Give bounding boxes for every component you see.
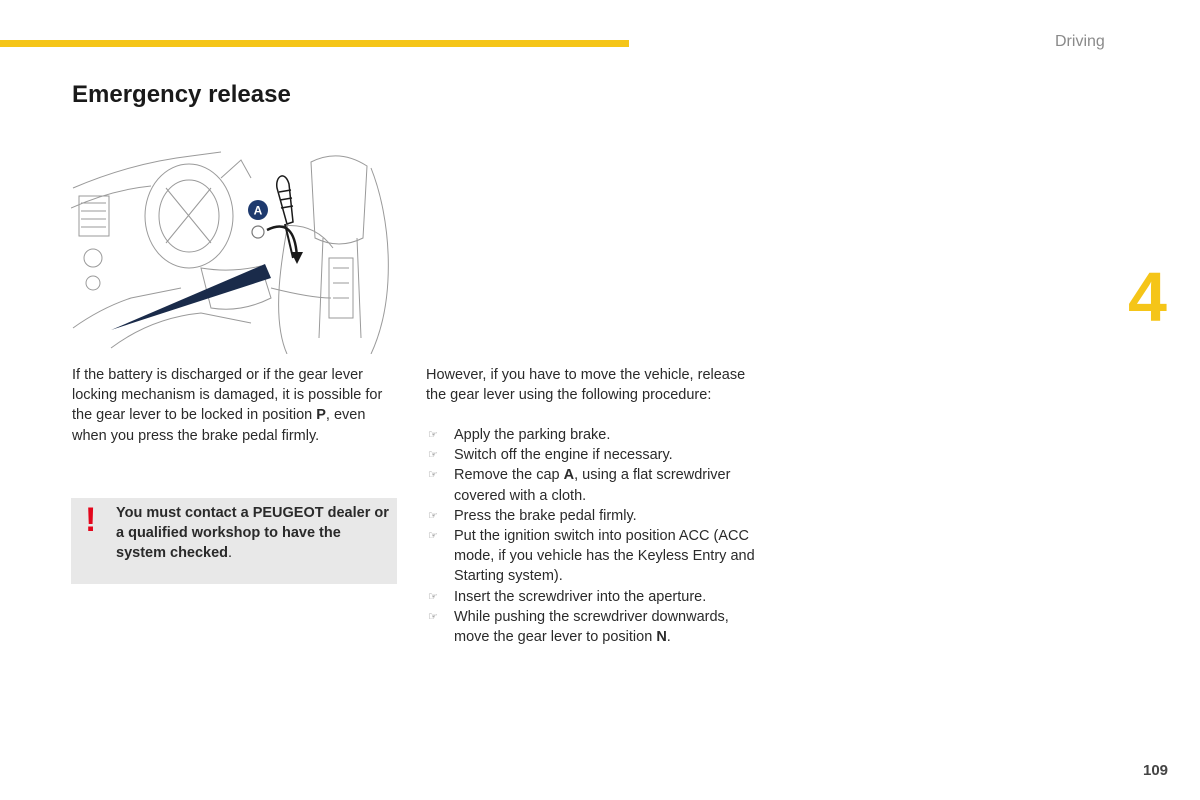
pointing-hand-icon: ☞ — [428, 610, 438, 623]
procedure-step: ☞ Switch off the engine if necessary. — [426, 445, 766, 465]
procedure-step: ☞ Press the brake pedal firmly. — [426, 506, 766, 526]
procedure-step: ☞ Put the ignition switch into position ACC (ACC mode, if you vehicle has the Keyless Entry and Starting system). — [428, 528, 755, 585]
warning-text: You must contact a PEUGEOT dealer or a qualified workshop to have the system checked. — [116, 505, 389, 562]
pointing-hand-icon: ☞ — [428, 530, 438, 543]
procedure-steps — [426, 425, 766, 647]
header-accent-bar — [0, 40, 629, 47]
procedure-step: ☞ Apply the parking brake. — [426, 425, 766, 445]
pointing-hand-icon: ☞ — [428, 429, 438, 441]
callout-a-label: A — [253, 203, 263, 218]
pointing-hand-icon: ☞ — [428, 590, 438, 603]
procedure-step: ☞ Insert the screwdriver into the aperture. — [426, 587, 766, 607]
gear-lever-illustration — [71, 148, 397, 354]
section-label: Driving — [1055, 33, 1105, 50]
page-title: Emergency release — [72, 81, 291, 108]
exclamation-icon: ! — [85, 501, 97, 539]
page-number: 109 — [1143, 762, 1169, 779]
pointing-hand-icon: ☞ — [428, 469, 438, 482]
position-p: P — [316, 407, 326, 424]
intro-paragraph: If the battery is discharged or if the gear lever locking mechanism is damaged, it is possible for the gear lever to be locked in position P, even when you press the brake pedal firmly. — [72, 367, 383, 444]
pointing-hand-icon: ☞ — [428, 509, 438, 522]
chapter-number: 4 — [1128, 258, 1167, 336]
warning-box — [71, 498, 397, 584]
procedure-intro: However, if you have to move the vehicle, release the gear lever using the following procedure: — [426, 367, 746, 404]
procedure-step: ☞ While pushing the screwdriver downwards, move the gear lever to position N. — [428, 608, 729, 646]
pointing-hand-icon: ☞ — [428, 449, 438, 462]
procedure-step: ☞ Remove the cap A, using a flat screwdriver covered with a cloth. — [428, 467, 731, 504]
